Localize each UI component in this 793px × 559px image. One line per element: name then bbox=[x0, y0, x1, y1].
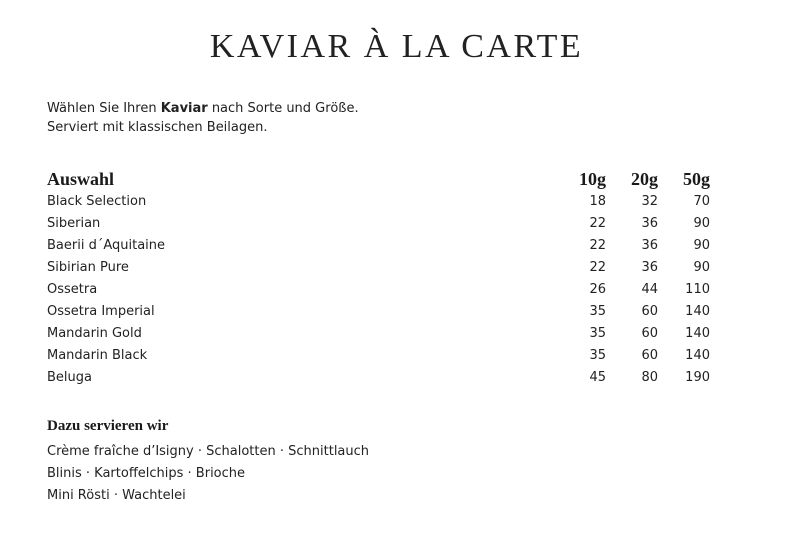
sides-line: Blinis · Kartoffelchips · Brioche bbox=[47, 466, 246, 481]
table-row bbox=[47, 212, 710, 234]
price-20g: 36 bbox=[641, 259, 658, 275]
intro-line-1-start: Wählen Sie Ihren bbox=[47, 101, 161, 116]
header-10g: 10g bbox=[579, 169, 606, 189]
price-50g: 90 bbox=[693, 215, 710, 231]
price-20g: 44 bbox=[641, 281, 658, 297]
price-20g: 60 bbox=[641, 325, 658, 341]
table-row bbox=[47, 322, 710, 344]
price-20g: 60 bbox=[641, 347, 658, 363]
price-50g: 90 bbox=[693, 259, 710, 275]
sides-section bbox=[47, 418, 369, 507]
intro-line-1 bbox=[47, 99, 359, 118]
intro-text bbox=[47, 99, 359, 137]
table-row bbox=[47, 300, 710, 322]
item-name: Siberian bbox=[47, 215, 101, 231]
item-name: Black Selection bbox=[47, 193, 147, 209]
table-body bbox=[47, 190, 710, 388]
table-row bbox=[47, 278, 710, 300]
price-10g: 35 bbox=[589, 347, 606, 363]
table-header bbox=[47, 168, 710, 190]
page-title: KAVIAR À LA CARTE bbox=[209, 28, 584, 65]
sides-heading: Dazu servieren wir bbox=[47, 418, 169, 434]
price-20g: 36 bbox=[641, 215, 658, 231]
table-row bbox=[47, 190, 710, 212]
price-50g: 140 bbox=[685, 325, 710, 341]
item-name: Ossetra bbox=[47, 281, 98, 297]
table-row bbox=[47, 366, 710, 388]
price-10g: 26 bbox=[589, 281, 606, 297]
price-50g: 110 bbox=[685, 281, 710, 297]
price-50g: 190 bbox=[685, 369, 710, 385]
intro-line-1-end: nach Sorte und Größe. bbox=[207, 101, 359, 116]
price-50g: 70 bbox=[693, 193, 710, 209]
item-name: Mandarin Black bbox=[47, 347, 148, 363]
item-name: Ossetra Imperial bbox=[47, 303, 155, 319]
table-row bbox=[47, 344, 710, 366]
price-10g: 45 bbox=[589, 369, 606, 385]
item-name: Beluga bbox=[47, 369, 92, 385]
sides-line: Mini Rösti · Wachtelei bbox=[47, 488, 186, 503]
price-10g: 22 bbox=[589, 215, 606, 231]
intro-keyword: Kaviar bbox=[160, 101, 208, 116]
sides-line: Crème fraîche d’Isigny · Schalotten · Schnittlauch bbox=[47, 444, 370, 459]
price-50g: 90 bbox=[693, 237, 710, 253]
price-20g: 60 bbox=[641, 303, 658, 319]
header-selection: Auswahl bbox=[47, 169, 115, 189]
price-10g: 35 bbox=[589, 303, 606, 319]
price-10g: 35 bbox=[589, 325, 606, 341]
table-row bbox=[47, 256, 710, 278]
intro-line-2: Serviert mit klassischen Beilagen. bbox=[47, 120, 268, 135]
price-10g: 18 bbox=[589, 193, 606, 209]
header-50g: 50g bbox=[683, 169, 710, 189]
item-name: Baerii d´Aquitaine bbox=[47, 237, 166, 253]
item-name: Sibirian Pure bbox=[47, 259, 129, 275]
price-20g: 80 bbox=[641, 369, 658, 385]
price-table bbox=[47, 168, 710, 388]
table-row bbox=[47, 234, 710, 256]
item-name: Mandarin Gold bbox=[47, 325, 142, 341]
price-10g: 22 bbox=[589, 259, 606, 275]
header-20g: 20g bbox=[631, 169, 658, 189]
price-50g: 140 bbox=[685, 303, 710, 319]
sides-list bbox=[47, 441, 369, 507]
price-20g: 32 bbox=[641, 193, 658, 209]
price-10g: 22 bbox=[589, 237, 606, 253]
price-20g: 36 bbox=[641, 237, 658, 253]
price-50g: 140 bbox=[685, 347, 710, 363]
